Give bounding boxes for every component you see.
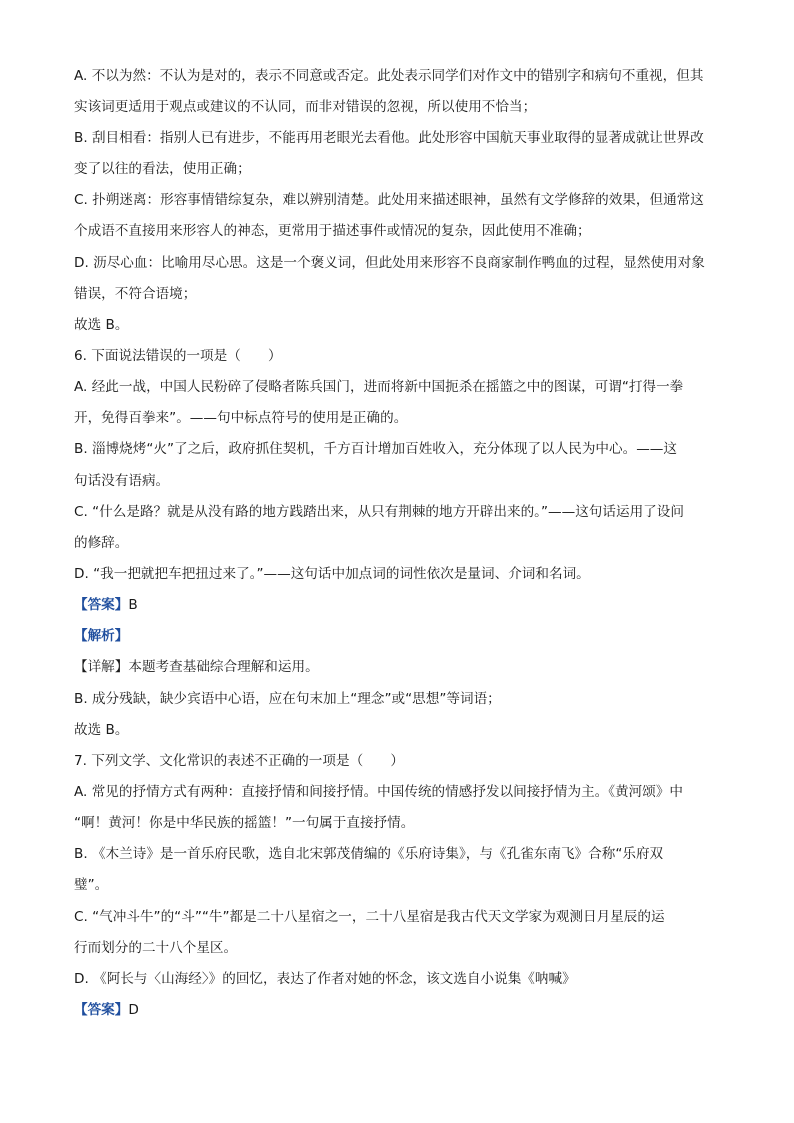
question-7-option-d: D. 《阿长与〈山海经〉》的回忆，表达了作者对她的怀念，该文选自小说集《呐喊》 xyxy=(74,971,576,987)
analysis-6 xyxy=(74,626,724,646)
conclusion-5: 故选 B。 xyxy=(74,317,129,333)
option-d-explanation-line-2: 错误，不符合语境； xyxy=(74,286,197,302)
answer-value: D xyxy=(128,1002,139,1018)
question-7-option-c-line-2: 行而划分的二十八个星区。 xyxy=(74,940,238,956)
option-a-explanation-line-2: 实该词更适用于观点或建议的不认同，而非对错误的忽视，所以使用不恰当； xyxy=(74,99,537,115)
option-d-explanation-line-1: D. 沥尽心血：比喻用尽心思。这是一个褒义词，但此处用来形容不良商家制作鸭血的过程，显然使用对象 xyxy=(74,255,705,271)
question-7-option-b-line-2: 璧”。 xyxy=(74,877,109,893)
question-7-option-b-line-1: B. 《木兰诗》是一首乐府民歌，选自北宋郭茂倩编的《乐府诗集》，与《孔雀东南飞》合称“乐府双 xyxy=(74,846,664,862)
answer-7 xyxy=(74,1000,724,1020)
question-6-option-c-line-2: 的修辞。 xyxy=(74,535,129,551)
question-6-option-c-line-1: C. “什么是路？就是从没有路的地方践踏出来，从只有荆棘的地方开辟出来的。”——这句话运用了设问 xyxy=(74,504,684,520)
option-b-explanation-line-2: 变了以往的看法，使用正确； xyxy=(74,161,251,177)
question-6-option-d: D. “我一把就把车把扭过来了。”——这句话中加点词的词性依次是量词、介词和名词。 xyxy=(74,566,590,582)
detail-6 xyxy=(74,657,724,677)
question-7-option-a-line-1: A. 常见的抒情方式有两种：直接抒情和间接抒情。中国传统的情感抒发以间接抒情为主。《黄河颂》中 xyxy=(74,784,684,800)
question-7-option-a-line-2: “啊！黄河！你是中华民族的摇篮！”一句属于直接抒情。 xyxy=(74,815,415,831)
answer-value: B xyxy=(128,597,138,613)
question-6-option-b-line-1: B. 淄博烧烤“火”了之后，政府抓住契机，千方百计增加百姓收入，充分体现了以人民为中心。——这 xyxy=(74,441,677,457)
answer-6 xyxy=(74,595,724,615)
question-7-option-c-line-1: C. “气冲斗牛”的“斗”“牛”都是二十八星宿之一，二十八星宿是我古代天文学家为观测日月星辰的运 xyxy=(74,909,665,925)
option-c-explanation-line-2: 个成语不直接用来形容人的神态，更常用于描述事件或情况的复杂，因此使用不准确； xyxy=(74,223,591,239)
option-a-explanation-line-1: A. 不以为然：不认为是对的，表示不同意或否定。此处表示同学们对作文中的错别字和病句不重视，但其 xyxy=(74,68,704,84)
question-7-stem: 7. 下列文学、文化常识的表述不正确的一项是（ ） xyxy=(74,753,404,769)
detail-tag: 【详解】 xyxy=(74,659,129,675)
answer-tag: 【答案】 xyxy=(74,1002,129,1018)
option-c-explanation-line-1: C. 扑朔迷离：形容事情错综复杂，难以辨别清楚。此处用来描述眼神，虽然有文学修辞的效果，但通常这 xyxy=(74,192,704,208)
analysis-tag: 【解析】 xyxy=(74,628,129,644)
conclusion-6: 故选 B。 xyxy=(74,722,129,738)
option-b-explanation-line-1: B. 刮目相看：指别人已有进步，不能再用老眼光去看他。此处形容中国航天事业取得的显著成就让世界改 xyxy=(74,130,704,146)
question-6-stem: 6. 下面说法错误的一项是（ ） xyxy=(74,348,282,364)
answer-tag: 【答案】 xyxy=(74,597,129,613)
question-6-option-a-line-1: A. 经此一战，中国人民粉碎了侵略者陈兵国门，进而将新中国扼杀在摇篮之中的图谋，可谓“打得一拳 xyxy=(74,379,684,395)
question-6-option-a-line-2: 开，免得百拳来”。——句中标点符号的使用是正确的。 xyxy=(74,410,408,426)
question-6-option-b-line-2: 句话没有语病。 xyxy=(74,473,170,489)
explanation-6-b: B. 成分残缺，缺少宾语中心语，应在句末加上“理念”或“思想”等词语； xyxy=(74,691,501,707)
detail-text: 本题考查基础综合理解和运用。 xyxy=(128,659,319,675)
